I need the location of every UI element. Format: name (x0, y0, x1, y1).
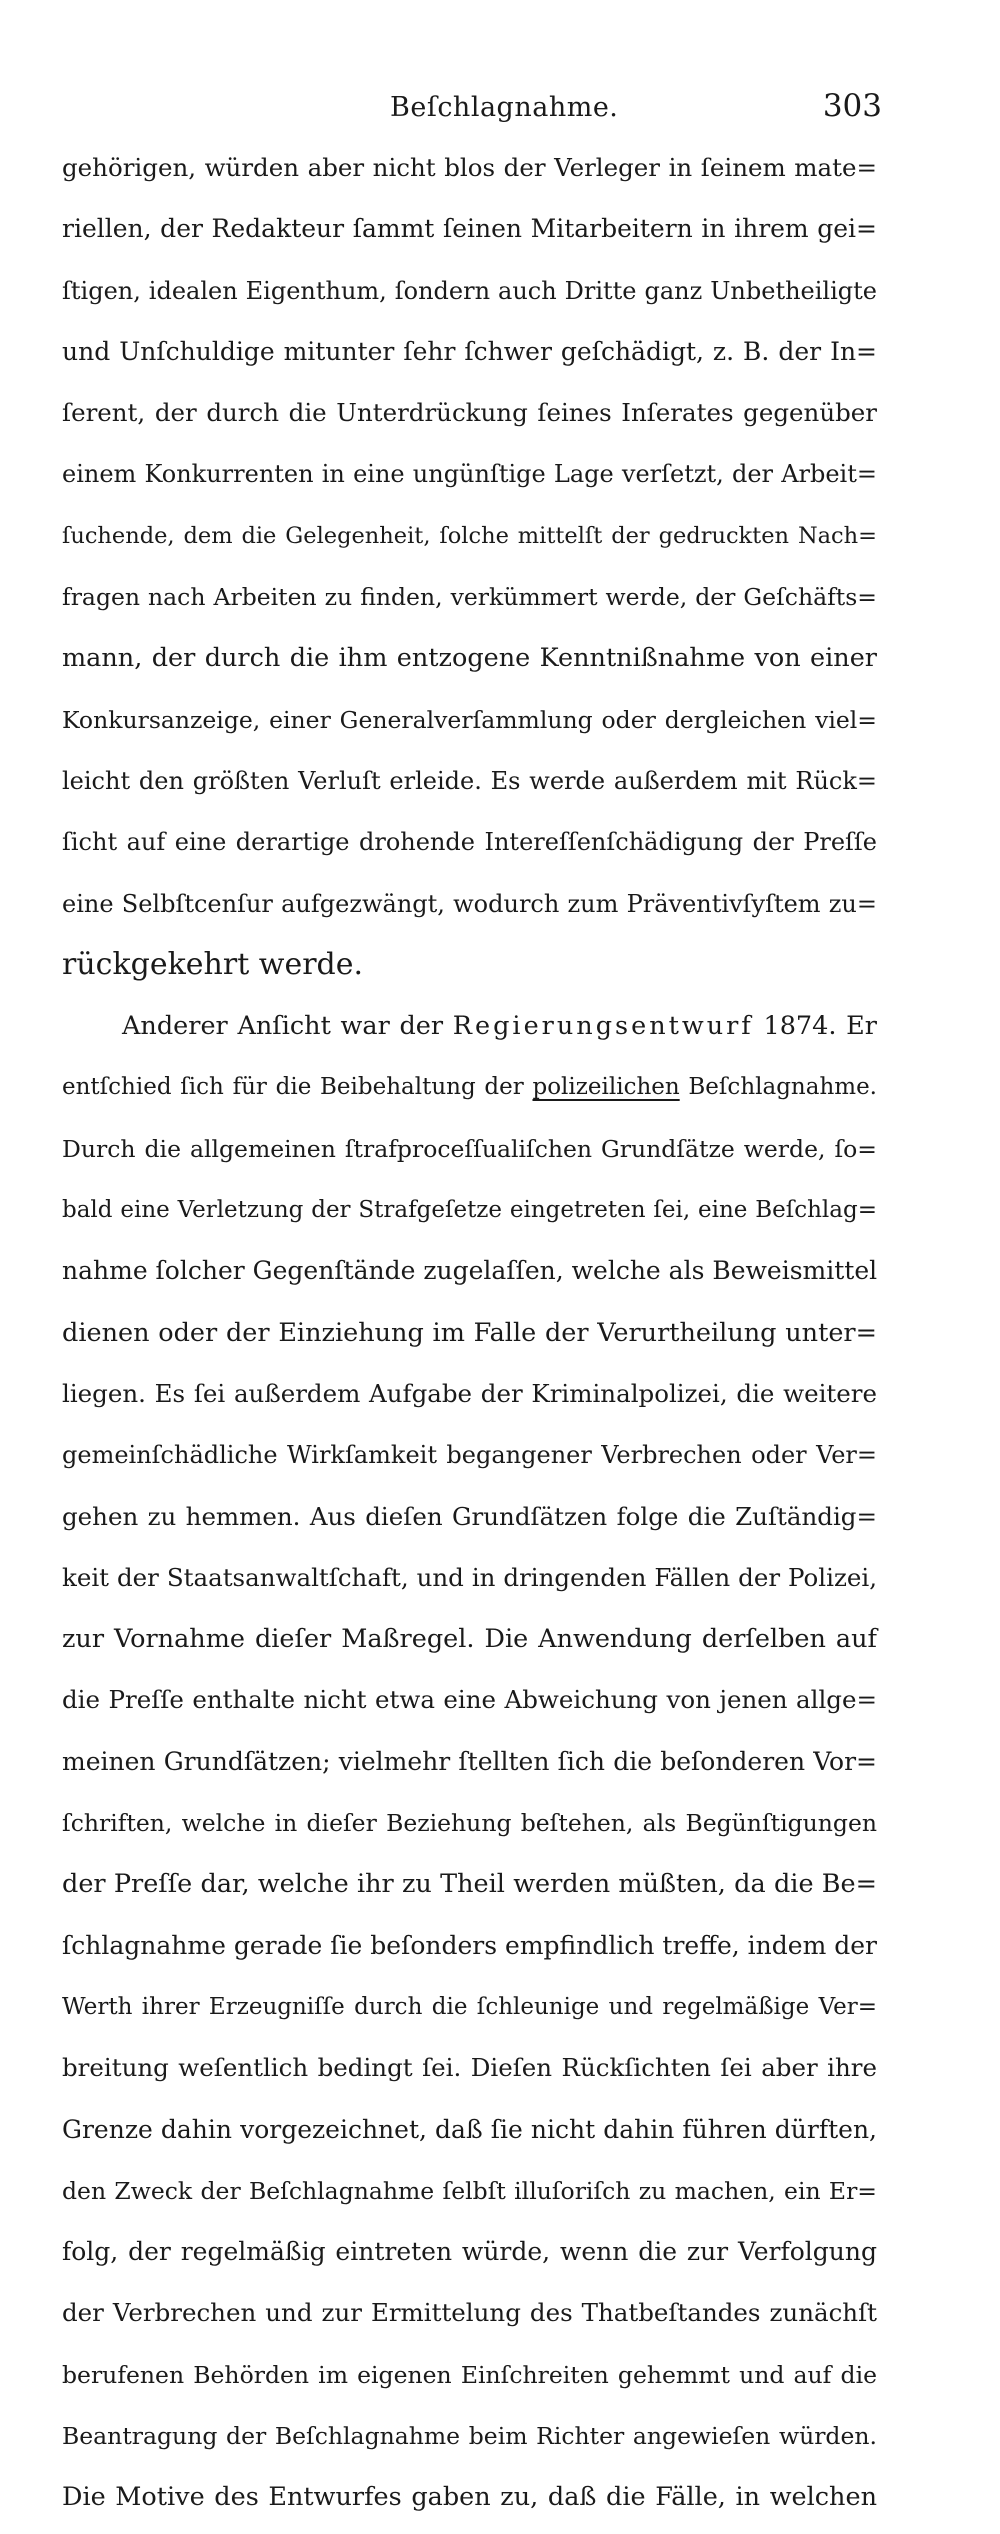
text-line (62, 1001, 877, 1062)
text-line: nahme ſolcher Gegenſtände zugelaſſen, welche als Beweismittel (62, 1256, 878, 1286)
text-line: Durch die allgemeinen ſtrafproceſſualiſchen Grundſätze werde, ſo= (62, 1134, 877, 1163)
text-line: eine Selbſtcenſur aufgezwängt, wodurch zum Präventivſyſtem zu= (62, 889, 877, 918)
text-line: fragen nach Arbeiten zu finden, verkümmert werde, der Geſchäfts= (62, 583, 877, 612)
body-text (62, 143, 877, 2534)
text-line: Beantragung der Beſchlagnahme beim Richter angewieſen würden. (62, 2421, 877, 2450)
text-line: breitung weſentlich bedingt ſei. Dieſen Rückſichten ſei aber ihre (62, 2053, 877, 2083)
text-line: Konkursanzeige, einer Generalverſammlung oder dergleichen viel= (62, 705, 877, 734)
text-line: den Zweck der Beſchlagnahme ſelbſt illuſoriſch zu machen, ein Er= (62, 2176, 877, 2205)
text-line: gehörigen, würden aber nicht blos der Verleger in ſeinem mate= (62, 153, 877, 182)
text-line: rückgekehrt werde. (62, 946, 364, 982)
text-line: Grenze dahin vorgezeichnet, daß ſie nicht dahin führen dürften, (62, 2114, 877, 2144)
text-line: Die Motive des Entwurfes gaben zu, daß die Fälle, in welchen (62, 2482, 877, 2513)
text-line (62, 1062, 877, 1123)
page-number: 303 (822, 88, 882, 124)
text-line: dienen oder der Einziehung im Falle der Verurtheilung unter= (62, 1317, 877, 1348)
text-line: keit der Staatsanwaltſchaft, und in dringenden Fällen der Polizei, (62, 1562, 877, 1592)
text-line: ſicht auf eine derartige drohende Intereſſenſchädigung der Preſſe (62, 828, 877, 857)
text-line: und Unſchuldige mitunter ſehr ſchwer geſchädigt, z. B. der In= (62, 336, 877, 366)
text-line: ſtigen, idealen Eigenthum, ſondern auch Dritte ganz Unbetheiligte (62, 276, 877, 305)
text-line: liegen. Es ſei außerdem Aufgabe der Kriminalpolizei, die weitere (62, 1378, 877, 1408)
text-line: ſchriften, welche in dieſer Beziehung beſtehen, als Begünſtigungen (62, 1809, 877, 1838)
text-fragment: entſchied ſich für die Beibehaltung der (62, 1074, 533, 1101)
text-line: ſchlagnahme gerade ſie beſonders empfindlich treffe, indem der (62, 1930, 877, 1960)
text-line: die Preſſe enthalte nicht etwa eine Abweichung von jenen allge= (62, 1685, 877, 1715)
text-line: bald eine Verletzung der Strafgeſetze eingetreten ſei, eine Beſchlag= (62, 1197, 877, 1224)
emphasized-term: Regierungsentwurf (452, 1011, 754, 1042)
text-line: leicht den größten Verluſt erleide. Es werde außerdem mit Rück= (62, 766, 877, 795)
underlined-term: polizeilichen (532, 1074, 680, 1101)
running-head-title: Beſchlagnahme. (390, 92, 619, 123)
text-line: der Verbrechen und zur Ermittelung des Thatbeſtandes zunächſt (62, 2298, 877, 2328)
text-fragment: Beſchlagnahme. (679, 1074, 877, 1101)
text-line: zur Vornahme dieſer Maßregel. Die Anwendung derſelben auf (62, 1624, 877, 1655)
text-fragment: Anderer Anſicht war der (122, 1011, 453, 1042)
text-line: folg, der regelmäßig eintreten würde, wenn die zur Verfolgung (62, 2237, 877, 2267)
text-line: einem Konkurrenten in eine ungünſtige Lage verſetzt, der Arbeit= (62, 460, 877, 489)
text-line: mann, der durch die ihm entzogene Kenntnißnahme von einer (62, 643, 877, 674)
text-line: ſerent, der durch die Unterdrückung ſeines Inſerates gegenüber (62, 398, 877, 428)
text-line: meinen Grundſätzen; vielmehr ſtellten ſich die beſonderen Vor= (62, 1746, 877, 1776)
text-line: riellen, der Redakteur ſammt ſeinen Mitarbeitern in ihrem gei= (62, 214, 877, 244)
text-line: gemeinſchädliche Wirkſamkeit begangener Verbrechen oder Ver= (62, 1441, 877, 1470)
text-line: berufenen Behörden im eigenen Einſchreiten gehemmt und auf die (62, 2360, 877, 2389)
text-line: ſuchende, dem die Gelegenheit, ſolche mittelſt der gedruckten Nach= (62, 522, 877, 549)
text-line: gehen zu hemmen. Aus dieſen Grundſätzen folge die Zuſtändig= (62, 1501, 877, 1531)
text-line: Werth ihrer Erzeugniſſe durch die ſchleunige und regelmäßige Ver= (62, 1993, 877, 2020)
text-line: der Preſſe dar, welche ihr zu Theil werden müßten, da die Be= (62, 1869, 877, 1900)
text-fragment: 1874. Er (753, 1011, 877, 1042)
